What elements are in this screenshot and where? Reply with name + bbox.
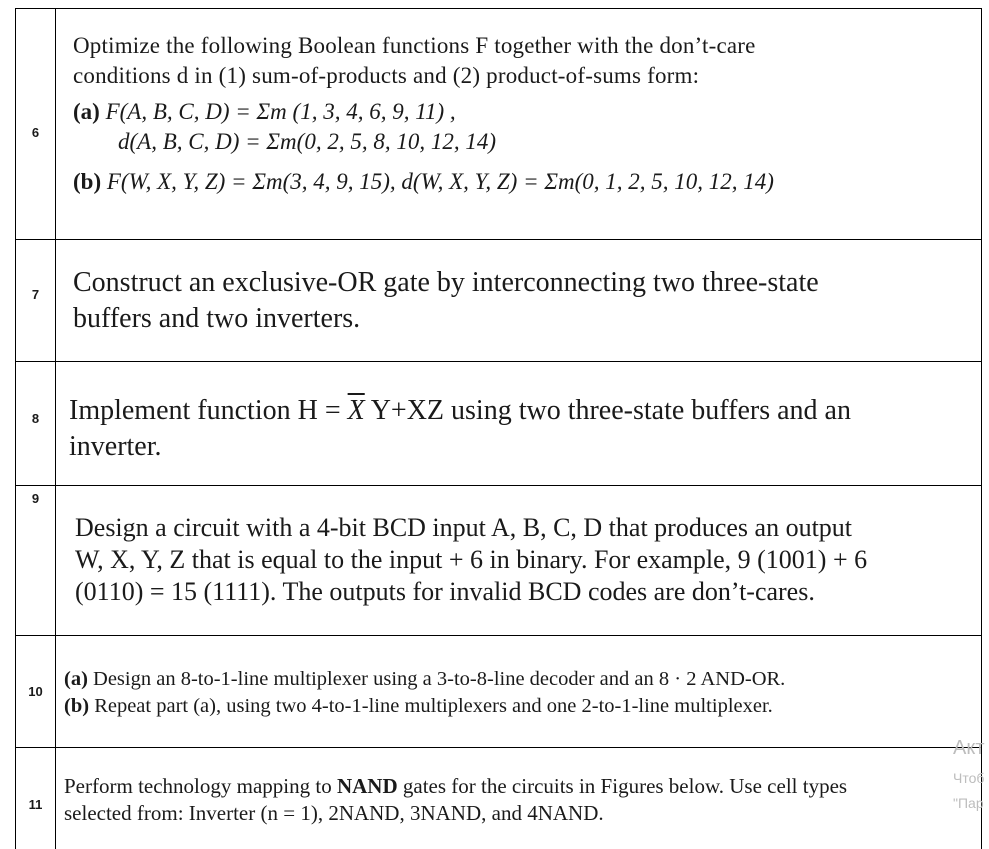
problem-8-post: Y+XZ using two three-state buffers and an [364, 395, 851, 426]
problem-8 [69, 393, 967, 465]
problem-7-line2: buffers and two inverters. [73, 303, 361, 334]
x-bar: $\overline{X}$ [347, 395, 365, 426]
problem-11-pre: Perform technology mapping to [64, 774, 337, 798]
row-divider [16, 485, 981, 486]
problem-9-line3: (0110) = 15 (1111). The outputs for invalid BCD codes are don’t-cares. [75, 577, 815, 606]
problem-7-line1: Construct an exclusive-OR gate by interconnecting two three-state [73, 267, 819, 298]
activation-watermark-line1: Акт [953, 737, 985, 759]
row-divider [16, 361, 981, 362]
problem-6-intro-line1: Optimize the following Boolean functions F together with the don’t-care [73, 33, 756, 58]
row-number-6: 6 [31, 125, 40, 140]
problem-11-line1 [64, 773, 967, 800]
part-b-text: Repeat part (a), using two 4-to-1-line multiplexers and one 2-to-1-line multiplexer. [89, 695, 773, 717]
problem-7 [73, 265, 967, 337]
row-divider [16, 239, 981, 240]
part-b-line: F(W, X, Y, Z) = Σm(3, 4, 9, 15), d(W, X, Y, Z) = Σm(0, 1, 2, 5, 10, 12, 14) [106, 169, 774, 194]
part-b-label: (b) [64, 695, 90, 717]
column-divider [55, 9, 56, 849]
part-a-label: (a) [64, 668, 88, 690]
problem-6-intro-line2: conditions d in (1) sum-of-products and (2) product-of-sums form: [73, 63, 700, 88]
problem-9-line1: Design a circuit with a 4-bit BCD input A, B, C, D that produces an output [75, 513, 853, 542]
part-a-label: (a) [73, 99, 100, 124]
problem-11-post: gates for the circuits in Figures below. Use cell types [397, 774, 848, 798]
part-a-line1: F(A, B, C, D) = Σm (1, 3, 4, 6, 9, 11) , [105, 99, 456, 124]
problem-9 [75, 512, 967, 608]
problem-10-part-b [64, 693, 967, 720]
problem-9-line2: W, X, Y, Z that is equal to the input + 6 in binary. For example, 9 (1001) + 6 [75, 545, 868, 574]
row-number-7: 7 [31, 287, 40, 302]
problem-6-part-a [73, 97, 967, 127]
activation-watermark-line2: Чтоб [953, 770, 985, 786]
problem-11-line2: selected from: Inverter (n = 1), 2NAND, 3NAND, and 4NAND. [64, 801, 604, 825]
problem-8-line1 [69, 393, 967, 429]
problem-10 [64, 666, 967, 720]
row-divider [16, 747, 981, 748]
row-number-9: 9 [31, 491, 40, 506]
nand-bold: NAND [336, 774, 398, 798]
row-number-10: 10 [28, 684, 43, 699]
row-number-11: 11 [28, 797, 43, 812]
part-a-line2: d(A, B, C, D) = Σm(0, 2, 5, 8, 10, 12, 14) [118, 129, 496, 154]
problem-10-part-a [64, 666, 967, 693]
row-number-8: 8 [31, 411, 40, 426]
problem-table [15, 8, 985, 849]
problem-6-part-a-dontcare [73, 127, 967, 157]
row-divider [16, 635, 981, 636]
problem-6-part-b [73, 167, 967, 197]
part-b-label: (b) [73, 169, 102, 194]
problem-8-pre: Implement function H = [69, 395, 348, 426]
problem-8-line2: inverter. [69, 431, 162, 462]
problem-6 [73, 31, 967, 197]
activation-watermark-line3: "Пар [953, 795, 984, 811]
part-a-text: Design an 8-to-1-line multiplexer using a 3-to-8-line decoder and an 8 · 2 AND-OR. [87, 668, 786, 690]
problem-11 [64, 773, 967, 827]
